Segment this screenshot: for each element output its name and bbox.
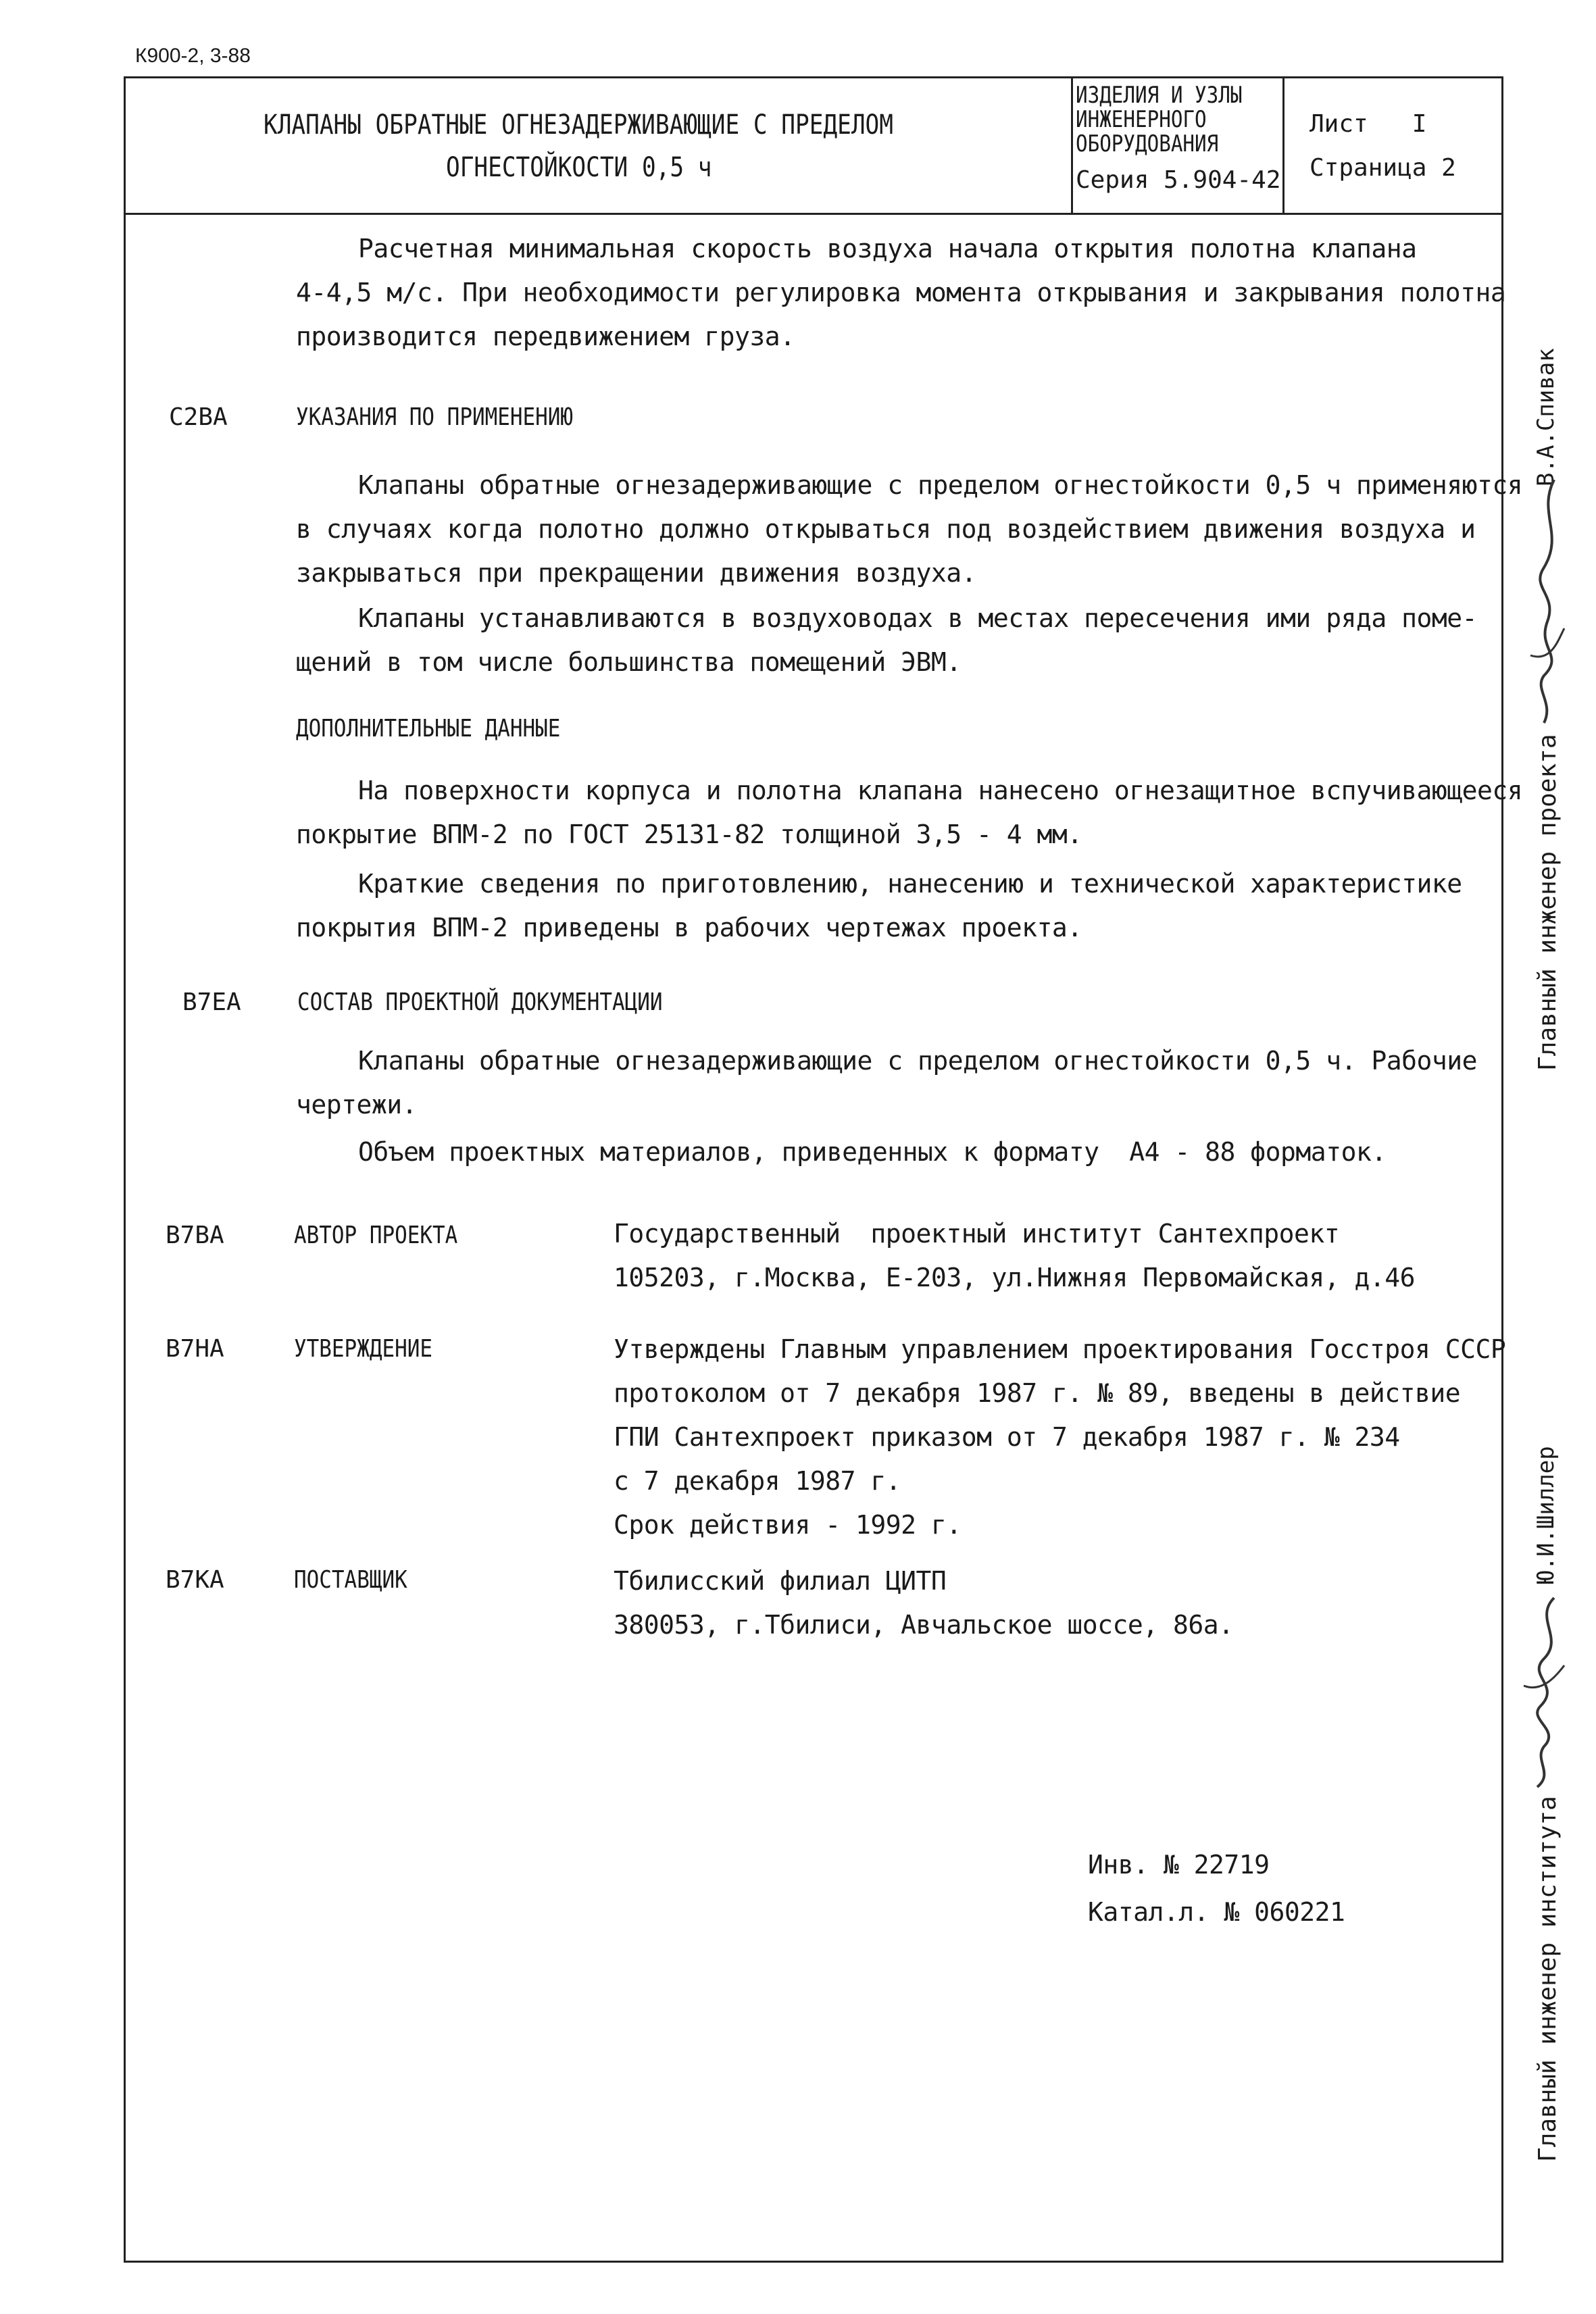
category-line3: ОБОРУДОВАНИЯ xyxy=(1076,130,1219,157)
section-code-docs: В7ЕА xyxy=(182,988,241,1016)
application-para2-line2: щений в том числе большинства помещений ЭВМ. xyxy=(296,647,962,677)
category-line1: ИЗДЕЛИЯ И УЗЛЫ xyxy=(1076,82,1243,109)
application-para1-line3: закрываться при прекращении движения воздуха. xyxy=(296,558,977,588)
chief-engineer-project-name: В.А.Спивак xyxy=(1532,348,1560,486)
supplier-line-2: 380053, г.Тбилиси, Авчальское шоссе, 86а. xyxy=(614,1610,1234,1640)
additional-para1-line1: На поверхности корпуса и полотна клапана нанесено огнезащитное вспучивающееся xyxy=(358,776,1523,805)
series-number: Серия 5.904-42 xyxy=(1076,166,1281,194)
application-para1-line2: в случаях когда полотно должно открываться под воздействием движения воздуха и xyxy=(296,514,1476,544)
category-line2: ИНЖЕНЕРНОГО xyxy=(1076,106,1207,133)
intro-line-2: 4-4,5 м/с. При необходимости регулировка момента открывания и закрывания полотна xyxy=(296,278,1506,307)
docs-para1-line2: чертежи. xyxy=(296,1090,418,1120)
catalog-number: Катал.л. № 060221 xyxy=(1088,1897,1345,1927)
application-para1-line1: Клапаны обратные огнезадерживающие с пределом огнестойкости 0,5 ч применяются xyxy=(358,470,1523,500)
doc-code: К900-2, 3-88 xyxy=(135,45,251,67)
section-code-application: С2ВА xyxy=(169,403,228,431)
application-para2-line1: Клапаны устанавливаются в воздуховодах в местах пересечения ими ряда поме- xyxy=(358,603,1477,633)
docs-para1-line1: Клапаны обратные огнезадерживающие с пределом огнестойкости 0,5 ч. Рабочие xyxy=(358,1046,1477,1076)
inventory-number: Инв. № 22719 xyxy=(1088,1850,1270,1880)
document-title-line1: КЛАПАНЫ ОБРАТНЫЕ ОГНЕЗАДЕРЖИВАЮЩИЕ С ПРЕДЕЛОМ xyxy=(264,109,893,141)
approval-line-2: протоколом от 7 декабря 1987 г. № 89, введены в действие xyxy=(614,1378,1461,1408)
author-line-2: 105203, г.Москва, Е-203, ул.Нижняя Первомайская, д.46 xyxy=(614,1263,1416,1292)
section-code-author: В7ВА xyxy=(166,1222,224,1249)
section-heading-additional: ДОПОЛНИТЕЛЬНЫЕ ДАННЫЕ xyxy=(296,715,561,743)
chief-engineer-project-role: Главный инженер проекта xyxy=(1534,734,1562,1071)
additional-para1-line2: покрытие ВПМ-2 по ГОСТ 25131-82 толщиной 3,5 - 4 мм. xyxy=(296,820,1082,849)
section-heading-application: УКАЗАНИЯ ПО ПРИМЕНЕНИЮ xyxy=(296,403,574,431)
approval-line-5: Срок действия - 1992 г. xyxy=(614,1510,962,1540)
docs-para2: Объем проектных материалов, приведенных к формату А4 - 88 форматок. xyxy=(358,1137,1387,1167)
signature-project xyxy=(1517,473,1578,730)
section-code-approval: В7НА xyxy=(166,1335,224,1363)
author-line-1: Государственный проектный институт Сантехпроект xyxy=(614,1219,1340,1249)
document-title-line2: ОГНЕСТОЙКОСТИ 0,5 ч xyxy=(446,152,712,183)
supplier-line-1: Тбилисский филиал ЦИТП xyxy=(614,1566,947,1596)
section-heading-docs: СОСТАВ ПРОЕКТНОЙ ДОКУМЕНТАЦИИ xyxy=(297,988,663,1016)
section-label-supplier: ПОСТАВЩИК xyxy=(294,1566,407,1594)
section-label-approval: УТВЕРЖДЕНИЕ xyxy=(294,1335,433,1363)
intro-line-3: производится передвижением груза. xyxy=(296,322,795,351)
page-number: Страница 2 xyxy=(1310,154,1456,182)
title-block-bottom-line xyxy=(124,213,1501,215)
chief-engineer-institute-role: Главный инженер института xyxy=(1534,1796,1562,2162)
chief-engineer-institute-name: Ю.И.Шиллер xyxy=(1532,1446,1560,1584)
section-code-supplier: В7КА xyxy=(166,1566,224,1594)
sheet-number: Лист I xyxy=(1310,110,1427,138)
signature-institute xyxy=(1514,1591,1578,1794)
additional-para2-line2: покрытия ВПМ-2 приведены в рабочих чертежах проекта. xyxy=(296,913,1082,942)
approval-line-4: с 7 декабря 1987 г. xyxy=(614,1466,901,1496)
section-label-author: АВТОР ПРОЕКТА xyxy=(294,1222,458,1249)
intro-line-1: Расчетная минимальная скорость воздуха начала открытия полотна клапана xyxy=(358,234,1417,263)
additional-para2-line1: Краткие сведения по приготовлению, нанесению и технической характеристике xyxy=(358,869,1462,899)
approval-line-1: Утверждены Главным управлением проектирования Госстроя СССР xyxy=(614,1334,1506,1364)
title-block-divider-2 xyxy=(1282,76,1285,215)
title-block-divider-1 xyxy=(1071,76,1073,215)
approval-line-3: ГПИ Сантехпроект приказом от 7 декабря 1987 г. № 234 xyxy=(614,1422,1400,1452)
